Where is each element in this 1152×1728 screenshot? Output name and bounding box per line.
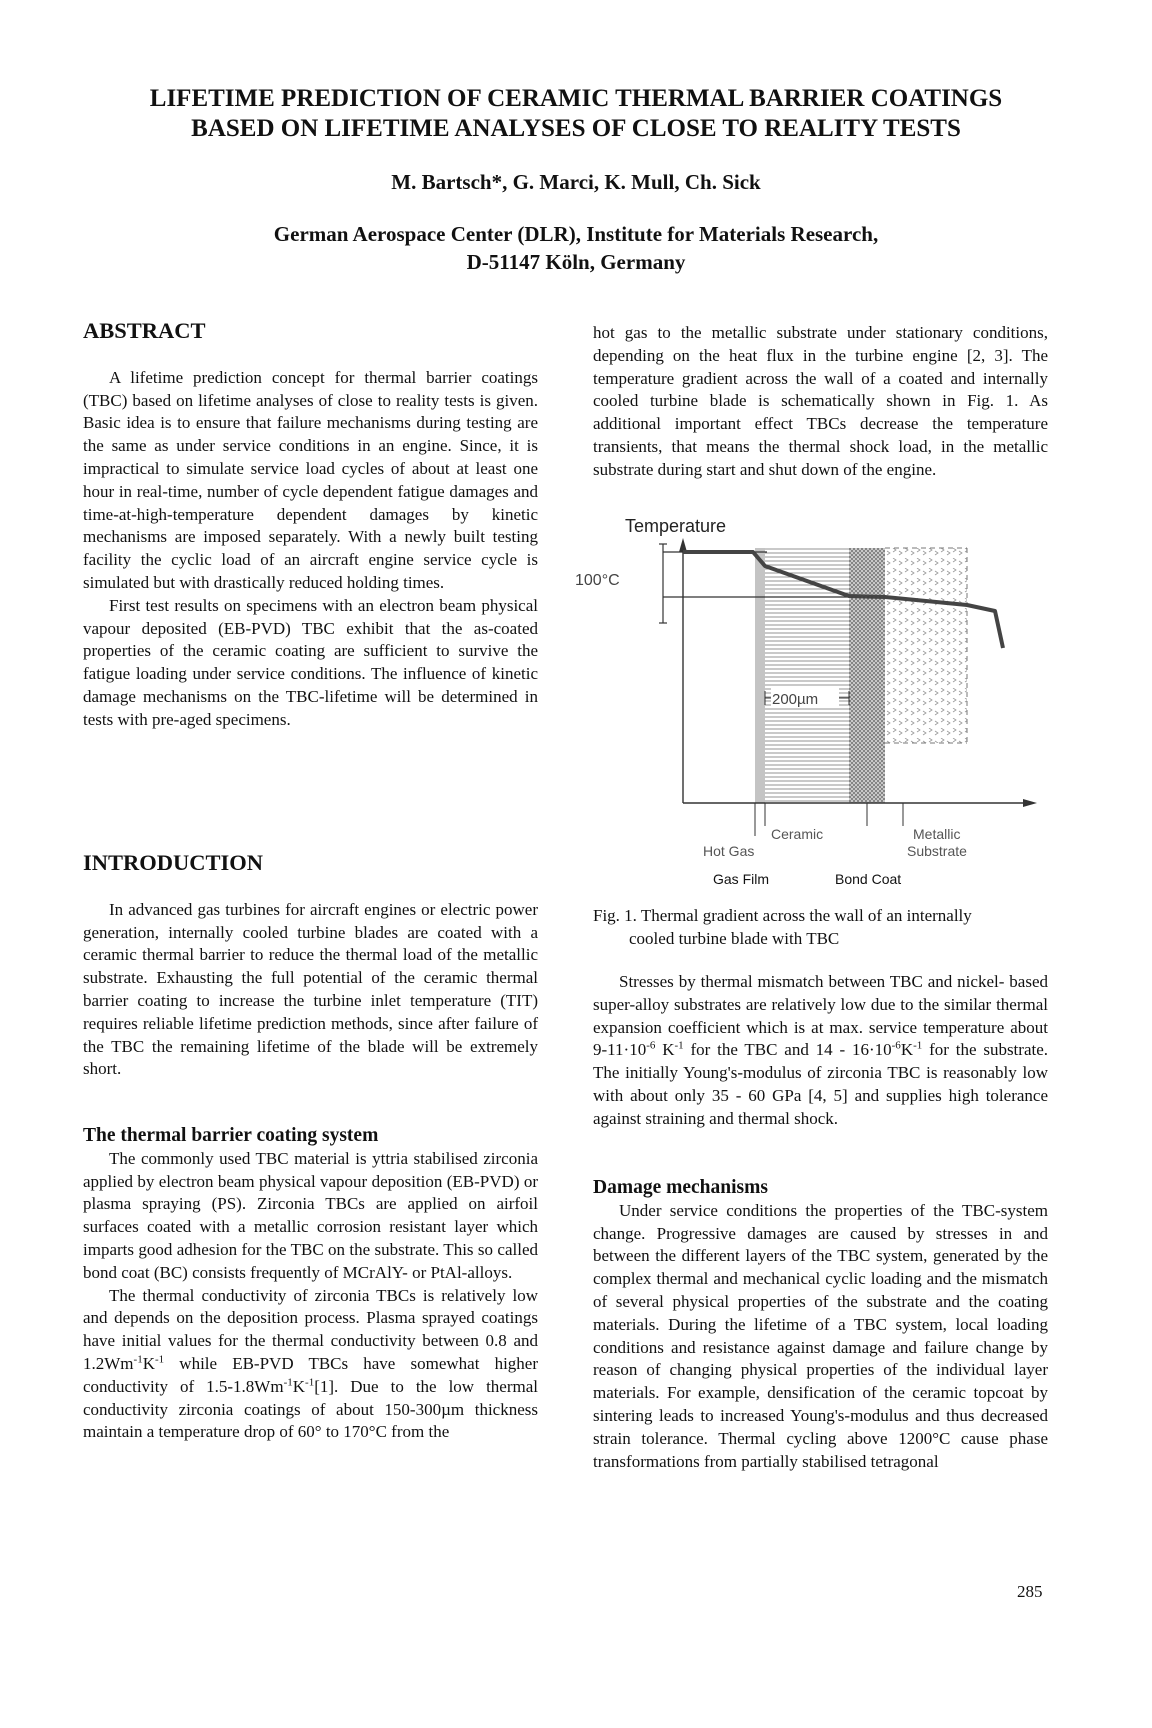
tbc-system-section [83,1125,538,1444]
gas-film-label: Gas Film [713,871,769,887]
affiliation [70,220,1082,276]
tbc-system-paragraph-2: The thermal conductivity of zirconia TBCs is relatively low and depends on the deposition process. Plasma sprayed coatings have initial values for the thermal conductivity between 0.8 and $1.2Wm^{-1}K^{-1}$ while EB-PVD TBCs have somewhat higher conductivity of $1.5-1.8Wm^{-1}K^{-1}[1]$. Due to the low thermal conductivity zirconia coatings of about 150-300µm thickness maintain a temperature drop of 60° to 170°C from the [83,1285,538,1442]
title-line-1: LIFETIME PREDICTION OF CERAMIC THERMAL BARRIER COATINGS [149,85,1003,112]
x-axis-arrow [1023,799,1037,807]
substrate-layer [885,548,967,743]
ceramic-label: Ceramic [771,826,824,842]
damage-paragraph-1: Under service conditions the properties of the TBC-system change. Progressive damages are caused by stresses in and between the different layers of the TBC system, generated by the complex thermal and mechanical cyclic loading and the mismatch of several physical properties of the substrate and the coating materials. During the lifetime of a TBC system, local loading conditions and resistance against damage and failure change by reason of changing physical properties of the individual layer materials. For example, densification of the ceramic topcoat by sintering leads to increased Young's-modulus and thus decreased strain tolerance. Thermal cycling above 1200°C cause phase transformations from partially stabilised tetragonal [593,1200,1048,1471]
stresses-paragraph: Stresses by thermal mismatch between TBC and nickel- based super-alloy substrates are relatively low due to the similar thermal expansion coefficient which is at max. service temperature about $9-11\cdot 10^{-6}$ $K^{-1}$ for the TBC and $14 - 16\cdot 10^{-6}K^{-1}$ for the substrate. The initially Young's-modulus of zirconia TBC is reasonably low with about only 35 - 60 GPa [4, 5] and supplies high tolerance against straining and thermal shock. [593,972,1049,1128]
abstract-section [83,320,538,732]
introduction-heading: INTRODUCTION [83,850,264,875]
abstract-paragraph-2: First test results on specimens with an electron beam physical vapour deposited (EB-PVD) TBC exhibit that the as-coated properties of the ceramic coating are sufficient to survive the fatigue loading under service conditions. The influence of kinetic damage mechanisms on the TBC-lifetime will be determined in tests with pre-aged specimens. [83,595,538,729]
affiliation-line-1: German Aerospace Center (DLR), Institute for Materials Research, [273,222,879,246]
page-number: 285 [1017,1582,1043,1601]
tbc-system-paragraph-1: The commonly used TBC material is yttria stabilised zirconia applied by electron beam physical vapour deposition (EB-PVD) or plasma spraying (PS). Zirconia TBCs are applied on airfoil surfaces coated with a metallic corrosion resistant layer which imparts good adhesion for the TBC on the substrate. This so called bond coat (BC) consists frequently of MCrAlY- or PtAl-alloys. [83,1148,538,1282]
y-axis-arrow [679,538,687,552]
affiliation-line-2: D-51147 Köln, Germany [466,250,686,274]
right-paragraph-1: hot gas to the metallic substrate under stationary conditions, depending on the heat flux in the turbine engine [2, 3]. The temperature gradient across the wall of a coated and internally cooled turbine blade is schematically shown in Fig. 1. As additional important effect TBCs decrease the temperature transients, that means the thermal shock load, in the metallic substrate during start and shut down of the engine. [593,323,1048,479]
abstract-heading: ABSTRACT [83,318,206,343]
abstract-paragraph-1: A lifetime prediction concept for thermal barrier coatings (TBC) based on lifetime analyses of close to reality tests is given. Basic idea is to ensure that failure mechanisms during testing are the same as under service conditions in an engine. Since, it is impractical to simulate service load cycles of about at least one hour in real-time, number of cycle dependent fatigue damages and time-at-high-temperature dependent damages by kinetic mechanisms are imposed separately. With a newly built testing facility the cyclic load of an aircraft engine service cycle is simulated but with drastically reduced holding times. [83,367,538,592]
temperature-scale-label: 100°C [575,572,620,589]
temperature-axis-label: Temperature [625,516,727,536]
metallic-label: Metallic [913,826,961,842]
thickness-label: 200µm [772,691,819,708]
thermal-gradient-figure [575,508,1045,894]
ceramic-layer [765,548,849,803]
damage-section [593,1177,1048,1473]
bond-coat-layer [849,548,885,803]
stresses-section [593,971,1048,1131]
introduction-section [83,852,538,1081]
tbc-system-heading: The thermal barrier coating system [83,1125,379,1146]
damage-heading: Damage mechanisms [593,1177,768,1198]
authors: M. Bartsch*, G. Marci, K. Mull, Ch. Sick [391,170,761,194]
paper-title [70,84,1082,144]
introduction-paragraph-1: In advanced gas turbines for aircraft engines or electric power generation, internally cooled turbine blades are coated with a ceramic thermal barrier to reduce the thermal load of the metallic substrate. Exhausting the full potential of the ceramic thermal barrier coating to increase the turbine inlet temperature (TIT) requires reliable lifetime prediction methods, since after failure of the TBC the remaining lifetime of the blade will be extremely short. [83,899,538,1079]
substrate-label: Substrate [907,843,967,859]
gas-film-layer [755,548,765,803]
caption-line-1: Fig. 1. Thermal gradient across the wall of an internally [593,906,972,925]
bond-coat-label: Bond Coat [835,871,902,887]
figure-caption [593,904,972,950]
title-line-2: BASED ON LIFETIME ANALYSES OF CLOSE TO REALITY TESTS [191,115,961,142]
caption-line-2: cooled turbine blade with TBC [629,929,840,948]
right-column-intro [593,322,1048,482]
hot-gas-label: Hot Gas [703,843,755,859]
